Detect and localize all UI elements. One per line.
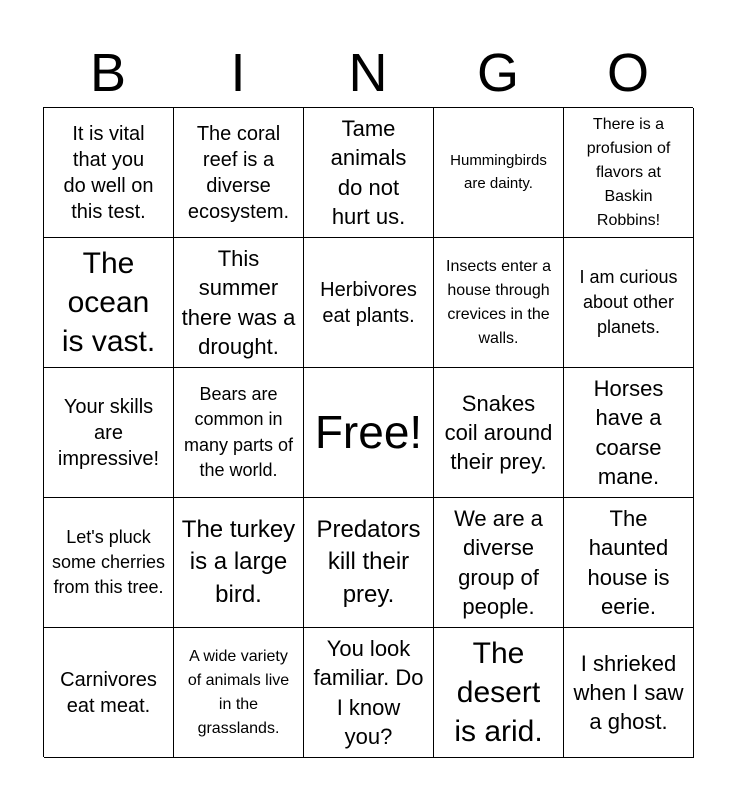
cell-text: The haunted house is eerie. [587,506,670,619]
cell-text: The ocean is vast. [61,247,156,358]
cell-text: I am curious about other planets. [579,266,678,338]
cell-text: Your skills are impressive! [57,395,160,470]
bingo-cell[interactable] [304,628,434,758]
bingo-cell[interactable] [174,368,304,498]
bingo-cell[interactable] [304,498,434,628]
bingo-cell[interactable] [434,108,564,238]
bingo-cell[interactable] [434,368,564,498]
bingo-cell[interactable] [304,238,434,368]
cell-text: We are a diverse group of people. [454,506,543,619]
cell-text: There is a profusion of flavors at Baskin Robbins! [586,115,671,229]
bingo-cell[interactable] [174,628,304,758]
bingo-cell[interactable] [434,498,564,628]
cell-text: Carnivores eat meat. [60,668,157,717]
header-letter-b: B [89,43,127,103]
bingo-cell[interactable] [434,238,564,368]
cell-text: Bears are common in many parts of the world. [183,384,294,480]
bingo-cell[interactable] [564,628,694,758]
cell-text: The coral reef is a diverse ecosystem. [187,122,290,223]
cell-text: I shrieked when I saw a ghost. [573,650,684,735]
cell-text: Insects enter a house through crevices in the walls. [446,257,551,347]
cell-text: This summer there was a drought. [181,246,296,359]
cell-text: Horses have a coarse mane. [593,376,664,489]
bingo-cell[interactable] [564,368,694,498]
cell-text: Tame animals do not hurt us. [330,116,407,229]
bingo-cell[interactable] [44,238,174,368]
cell-text: Predators kill their prey. [316,515,421,608]
bingo-cell[interactable] [44,108,174,238]
cell-text: A wide variety of animals live in the grasslands. [187,647,290,737]
bingo-cell[interactable] [434,628,564,758]
cell-text: Herbivores eat plants. [320,278,417,327]
bingo-cell[interactable] [564,238,694,368]
header-letter-o: O [606,43,649,103]
cell-text: The turkey is a large bird. [181,515,296,608]
bingo-cell[interactable] [44,498,174,628]
free-space-cell[interactable] [304,368,434,498]
bingo-cell[interactable] [44,368,174,498]
bingo-cell[interactable] [174,498,304,628]
header-letter-g: G [476,43,519,103]
cell-text: Let's pluck some cherries from this tree. [51,526,166,598]
cell-text: It is vital that you do well on this test. [63,122,154,223]
bingo-cell[interactable] [304,108,434,238]
free-space-text: Free! [314,406,423,459]
cell-text: Hummingbirds are dainty. [450,152,547,192]
bingo-cell[interactable] [174,238,304,368]
header-letter-i: I [230,43,246,103]
bingo-cell[interactable] [44,628,174,758]
cell-text: You look familiar. Do I know you? [313,636,424,749]
cell-text: The desert is arid. [454,637,543,748]
bingo-header [43,40,693,106]
bingo-board [43,107,693,757]
header-letter-n: N [348,43,388,103]
bingo-cell[interactable] [564,498,694,628]
cell-text: Snakes coil around their prey. [444,390,553,475]
bingo-cell[interactable] [564,108,694,238]
bingo-cell[interactable] [174,108,304,238]
